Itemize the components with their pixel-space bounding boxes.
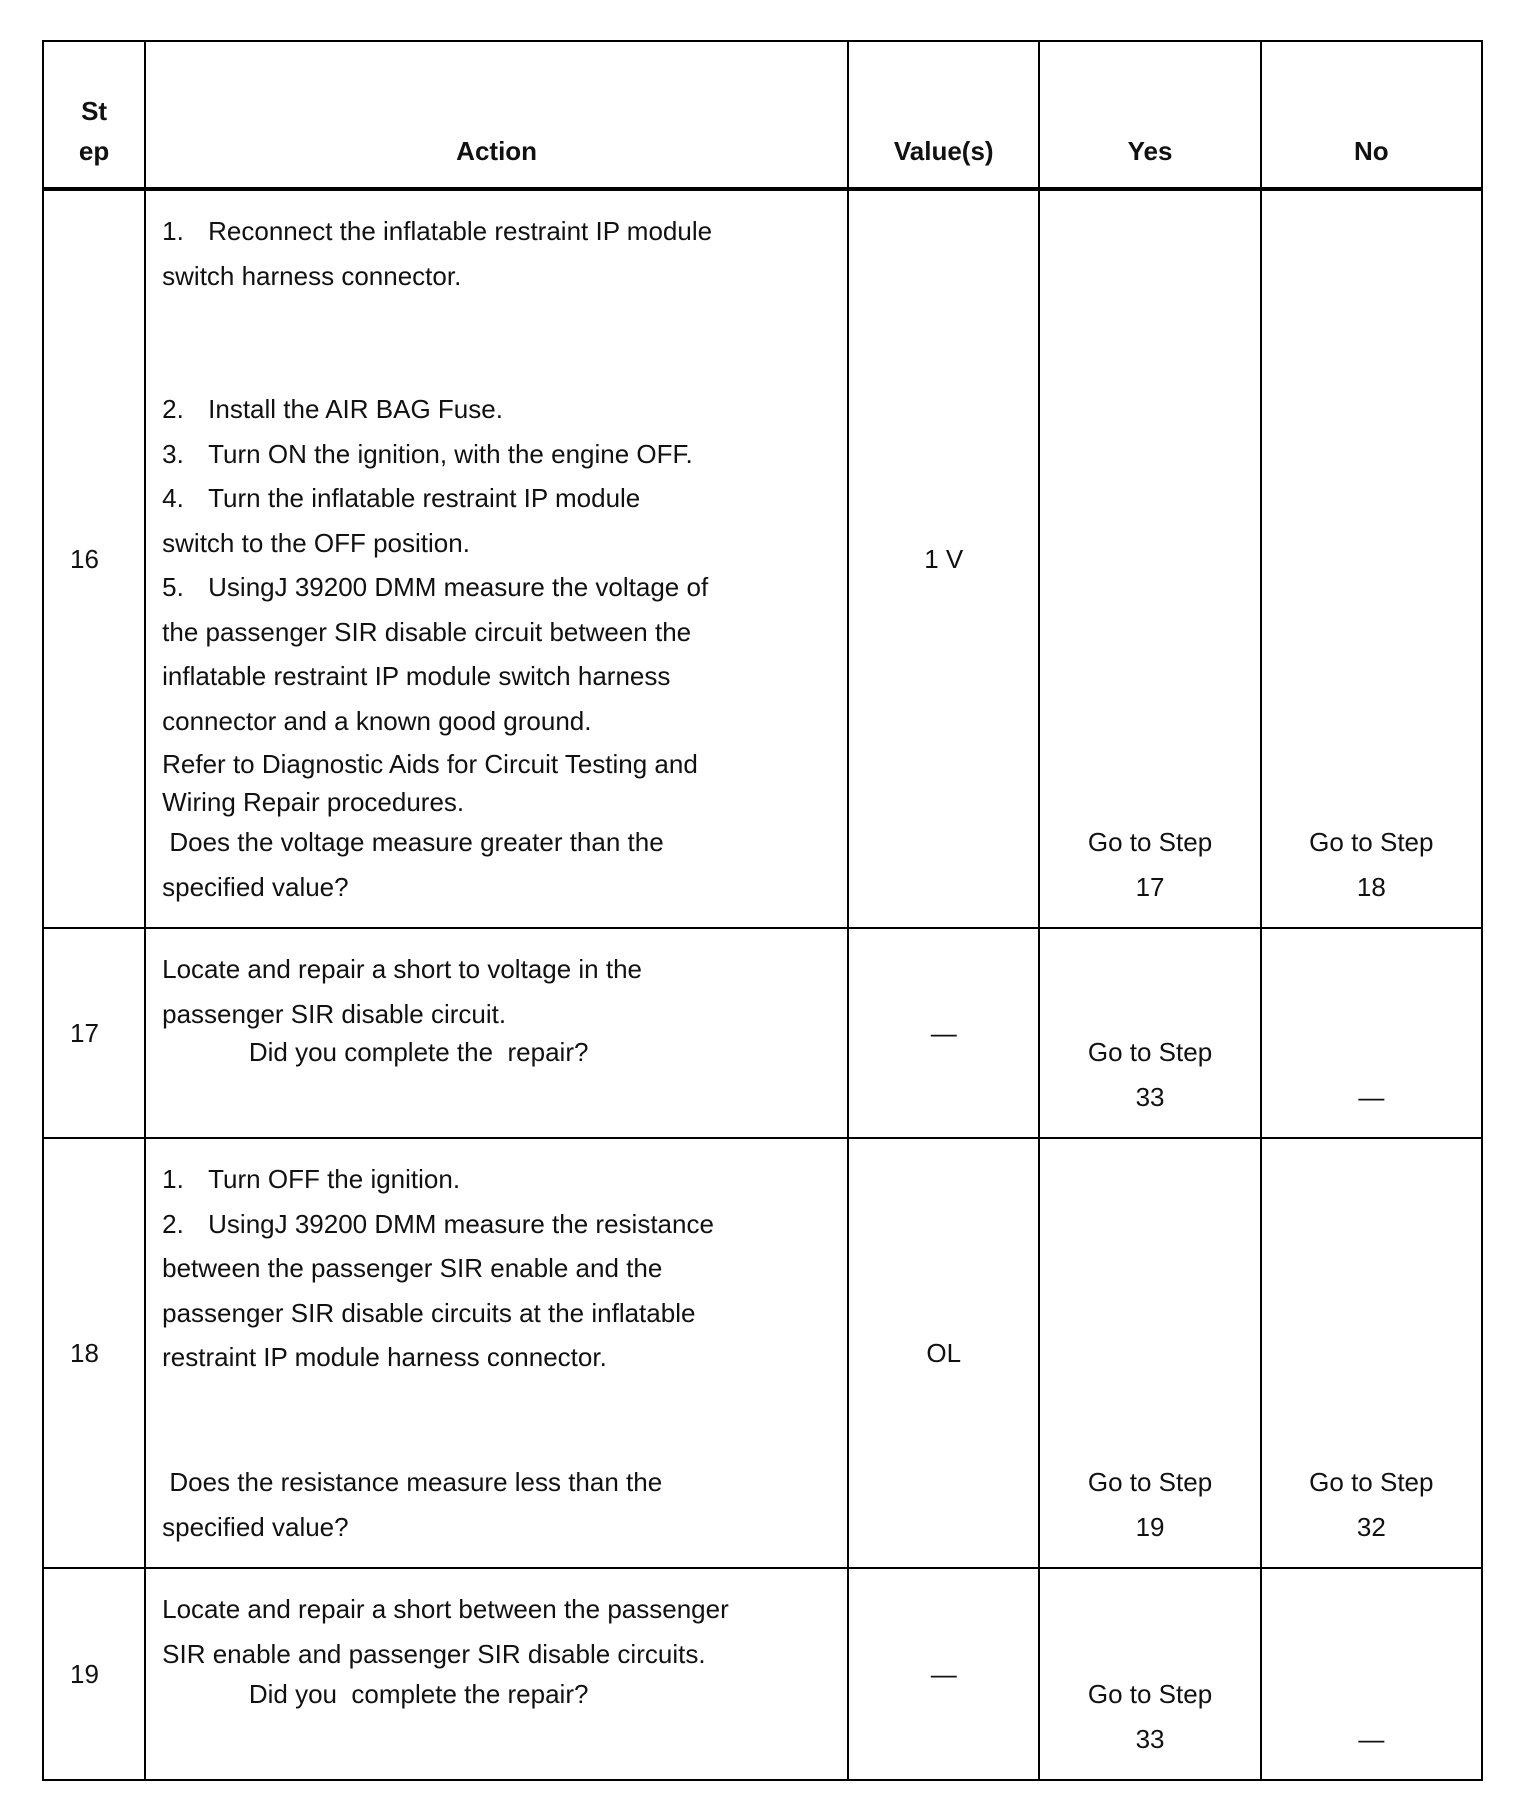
header-step-line1: St	[81, 96, 108, 126]
value-cell: OL	[848, 1138, 1039, 1568]
action-text: Reconnect the inflatable restraint IP module	[208, 216, 713, 246]
header-step	[43, 41, 145, 189]
action-text: between the passenger SIR enable and the	[162, 1253, 663, 1283]
action-text: inflatable restraint IP module switch harness	[162, 661, 671, 691]
action-text: SIR enable and passenger SIR disable circuits.	[162, 1638, 706, 1669]
diagnostic-table	[42, 40, 1483, 1781]
header-values: Value(s)	[848, 41, 1039, 189]
action-text: switch to the OFF position.	[162, 527, 470, 558]
header-yes: Yes	[1039, 41, 1260, 189]
action-cell	[145, 1568, 848, 1780]
list-number: 3.	[162, 438, 184, 469]
go-to-step-yes: Go to Step 33	[1087, 1679, 1213, 1754]
header-no: No	[1261, 41, 1482, 189]
action-text: Locate and repair a short between the passenger	[162, 1594, 729, 1624]
action-text: Turn OFF the ignition.	[208, 1164, 461, 1194]
action-text: the passenger SIR disable circuit between the	[162, 616, 692, 647]
action-cell	[145, 1138, 848, 1568]
table-row	[43, 928, 1482, 1138]
step-number: 18	[43, 1138, 145, 1568]
list-number: 4.	[162, 483, 184, 513]
action-text: UsingJ 39200 DMM measure the voltage of	[208, 572, 709, 602]
no-value: —	[1358, 1081, 1385, 1112]
header-row	[43, 41, 1482, 189]
action-text: restraint IP module harness connector.	[162, 1342, 607, 1372]
table-row	[43, 189, 1482, 928]
no-cell	[1261, 1568, 1482, 1780]
step-number: 17	[43, 928, 145, 1138]
list-number: 5.	[162, 572, 184, 602]
action-text: passenger SIR disable circuits at the inflatable	[162, 1297, 696, 1328]
go-to-step-yes: Go to Step 19	[1087, 1467, 1213, 1542]
go-to-step-no: Go to Step 18	[1309, 827, 1434, 902]
action-text: connector and a known good ground.	[162, 705, 592, 736]
yes-cell	[1039, 928, 1260, 1138]
header-action: Action	[145, 41, 848, 189]
refer-text: Refer to Diagnostic Aids for Circuit Testing and	[162, 749, 698, 779]
go-to-step-yes: Go to Step 17	[1087, 827, 1213, 902]
value-cell: 1 V	[848, 189, 1039, 928]
action-cell	[145, 928, 848, 1138]
go-to-step-no: Go to Step 32	[1309, 1467, 1434, 1542]
action-text: switch harness connector.	[162, 260, 462, 291]
no-value: —	[1358, 1723, 1385, 1754]
action-cell	[145, 189, 848, 928]
header-step-line2: ep	[78, 136, 110, 166]
list-number: 1.	[162, 216, 184, 246]
action-question: Does the voltage measure greater than the specified value?	[162, 827, 664, 902]
refer-text: Wiring Repair procedures.	[162, 787, 465, 817]
step-number: 16	[43, 189, 145, 928]
no-cell	[1261, 1138, 1482, 1568]
go-to-step-yes: Go to Step 33	[1087, 1037, 1213, 1112]
action-text: Turn ON the ignition, with the engine OFF.	[208, 438, 693, 469]
no-cell	[1261, 928, 1482, 1138]
value-cell: —	[848, 928, 1039, 1138]
no-cell	[1261, 189, 1482, 928]
list-number: 1.	[162, 1164, 184, 1194]
value-cell: —	[848, 1568, 1039, 1780]
action-text: UsingJ 39200 DMM measure the resistance	[208, 1208, 714, 1239]
action-text: Turn the inflatable restraint IP module	[208, 483, 641, 513]
action-text: Locate and repair a short to voltage in the	[162, 954, 643, 984]
yes-cell	[1039, 189, 1260, 928]
table-row	[43, 1568, 1482, 1780]
action-text: passenger SIR disable circuit.	[162, 998, 507, 1029]
action-text: Install the AIR BAG Fuse.	[208, 394, 503, 424]
yes-cell	[1039, 1138, 1260, 1568]
action-question: Does the resistance measure less than the specified value?	[162, 1467, 663, 1542]
action-question: Did you complete the repair?	[248, 1679, 589, 1709]
step-number: 19	[43, 1568, 145, 1780]
yes-cell	[1039, 1568, 1260, 1780]
list-number: 2.	[162, 394, 184, 424]
table-row	[43, 1138, 1482, 1568]
action-question: Did you complete the repair?	[248, 1037, 589, 1067]
list-number: 2.	[162, 1208, 184, 1239]
